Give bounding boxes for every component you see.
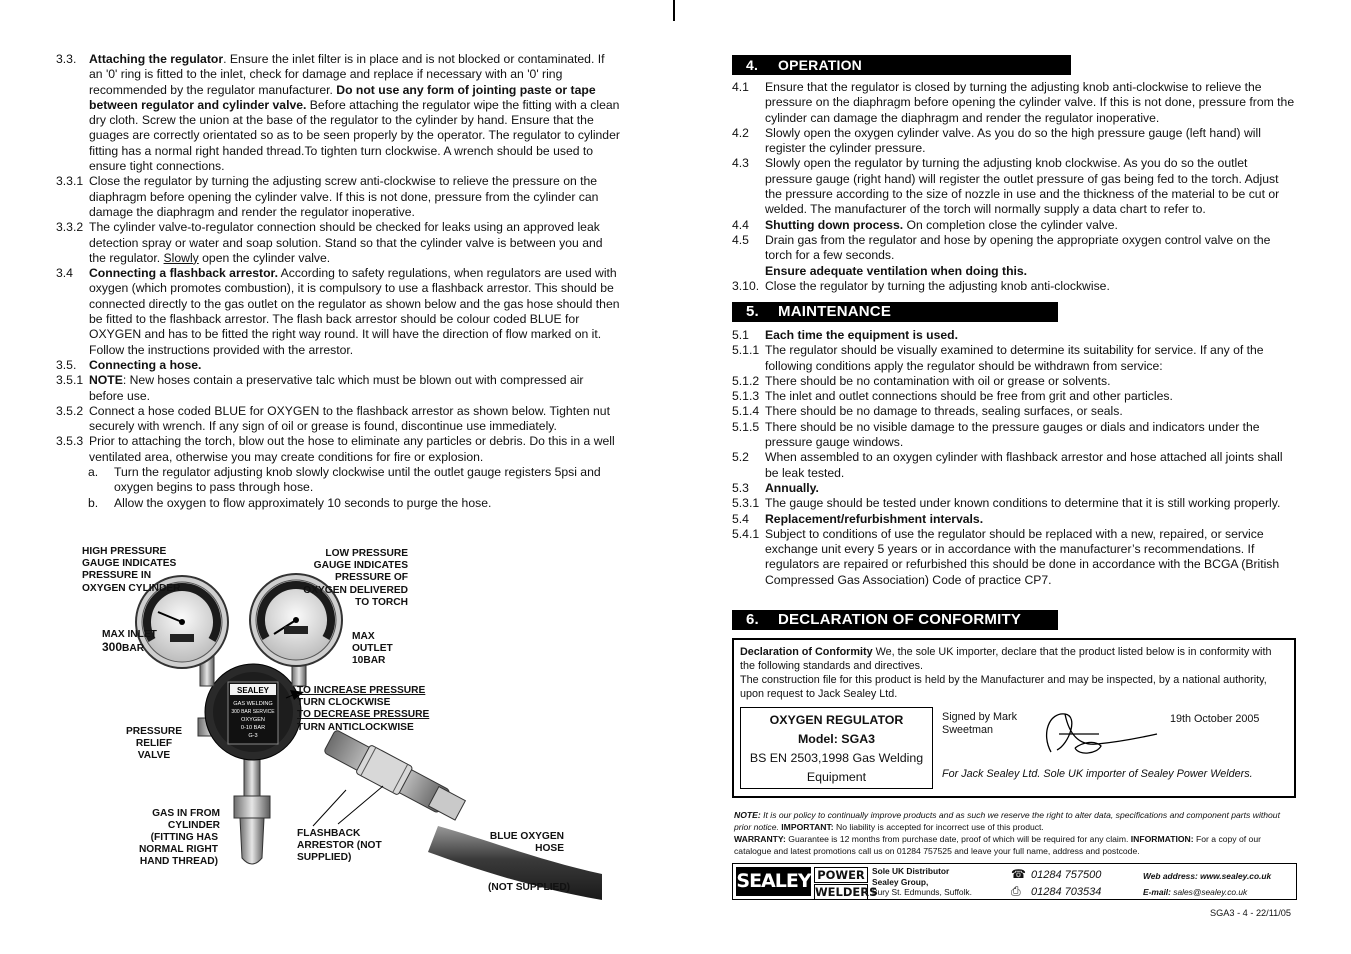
para-3-10: 3.10. Close the regulator by turning the adjusting knob anti-clockwise. <box>732 278 1110 293</box>
para-4-1: 4.1 Ensure that the regulator is closed by turning the adjusting knob anti-clockwise to relieve the pressure on the diaphragm before opening the cylinder valve. If this is not done, pressure from the cylinder can damage the diaphragm and render the regulator inoperative. <box>732 80 1295 125</box>
para-5-4-1: 5.4.1 Subject to conditions of use the regulator should be replaced with a new, repaired, or service exchange unit every 5 years or in accordance with the manufacturer’s recommendations. If regulators are repaired or refurbished this should be done in accordance with the BCGA (British Compressed Gas Association) Code of practice CP7. <box>732 526 1280 587</box>
para-5-1-1: 5.1.1 The regulator should be visually examined to determine its suitability for service. If any of the following conditions apply the regulator should be withdrawn from service: <box>732 343 1264 373</box>
para-4-4: 4.4 Shutting down process. On completion close the cylinder valve. <box>732 217 1118 232</box>
operation-section <box>732 80 1298 294</box>
phone-icon: ☎ <box>1011 867 1026 881</box>
flashback-arrestor-label: FLASHBACK ARRESTOR (NOT SUPPLIED) <box>297 828 382 864</box>
para-5-1-2: 5.1.2 There should be no contamination with oil or grease or solvents. <box>732 373 1111 388</box>
fitting-label: (FITTING HAS NORMAL RIGHT HAND THREAD) <box>138 832 218 868</box>
signature-image <box>1039 704 1159 764</box>
para-5-1-5: 5.1.5 There should be no visible damage to the pressure gauges or dials and indicators under the pressure gauge windows. <box>732 419 1260 450</box>
para-4-3: 4.3 Slowly open the regulator by turning the adjusting knob clockwise. As you do so the outlet pressure gauge (right hand) will register the outlet pressure of gas being fed to the torch. Adjust the pressure according to the size of nozzle in use and the thickness of the material to be cut or welded. The manufacturer of the torch will normally supply a data chart to refer to. <box>732 156 1280 217</box>
para-3-5-2: 3.5.2 Connect a hose coded BLUE for OXYGEN to the flashback arrestor as shown below. Tighten nut securely with wrench. If any sign of oil or grease is found, discontinue use immediately. <box>56 403 610 434</box>
regulator-diagram <box>78 540 602 900</box>
blue-hose-label: BLUE OXYGEN HOSE <box>489 831 564 855</box>
para-3-3-2: 3.3.2 The cylinder valve-to-regulator connection should be checked for leaks using an approved leak detection spray or water and soap solution. Stand so that the cylinder valve is between you and the regulator. Slowly open the cylinder valve. <box>56 220 603 265</box>
para-4-5: 4.5 Drain gas from the regulator and hose by opening the appropriate oxygen control valve on the torch for a few seconds. Ensure adequate ventilation when doing this. <box>732 232 1271 278</box>
para-5-3-1: 5.3.1 The gauge should be tested under known conditions to determine that it is still working properly. <box>732 496 1281 511</box>
phone-numbers: ☎ 01284 757500 ⎙ 01284 703534 <box>1011 867 1102 898</box>
para-5-4: 5.4 Replacement/refurbishment intervals. <box>732 511 984 526</box>
web-contacts: Web address: www.sealey.co.uk E-mail: sales@sealey.co.uk <box>1143 871 1272 897</box>
signature-date: 19th October 2005 <box>1170 713 1260 725</box>
knob-text-4: 0-10 BAR <box>240 725 266 731</box>
para-4-2: 4.2 Slowly open the oxygen cylinder valve. As you do so the high pressure gauge (left hand) will register the cylinder pressure. <box>732 125 1261 156</box>
declaration-box <box>732 638 1296 798</box>
signed-by: Signed by Mark Sweetman <box>942 711 1018 736</box>
contact-footer <box>732 863 1297 900</box>
hose-not-supplied-label: (NOT SUPPLIED) <box>488 882 571 893</box>
pressure-instructions-label: TO INCREASE PRESSURE TURN CLOCKWISE TO DECREASE PRESSURE TURN ANTICLOCKWISE <box>297 685 430 733</box>
operation-header: 4. OPERATION <box>732 55 1071 75</box>
sealey-logo: SEALEY <box>736 867 811 896</box>
max-outlet-label: MAX OUTLET 10BAR <box>352 631 393 667</box>
para-3-5-3-b: b. Allow the oxygen to flow approximately 10 seconds to purge the hose. <box>88 495 492 510</box>
declaration-text: Declaration of Conformity We, the sole UK importer, declare that the product listed below is in conformity with the following standards and directives. The construction file for this product is held by the Manufacturer and may be inspected, by a national authority, upon request to Jack Sealey Ltd. <box>740 646 1272 700</box>
low-pressure-label: LOW PRESSURE GAUGE INDICATES PRESSURE OF OXYGEN DELIVERED TO TORCH <box>303 548 408 608</box>
fax-icon: ⎙ <box>1011 884 1021 898</box>
max-inlet-label: MAX INLET 300BAR <box>102 629 157 655</box>
product-box: OXYGEN REGULATOR Model: SGA3 BS EN 2503,1998 Gas Welding Equipment <box>740 707 933 789</box>
para-3-5: 3.5. Connecting a hose. <box>56 357 202 372</box>
distributor-info: Sole UK Distributor Sealey Group, Bury St. Edmunds, Suffolk. <box>872 866 972 897</box>
left-column <box>56 52 620 511</box>
para-5-1-3: 5.1.3 The inlet and outlet connections should be free from grit and other particles. <box>732 389 1173 404</box>
knob-text-2: 300 BAR SERVICE <box>231 709 275 715</box>
para-3-5-3: 3.5.3 Prior to attaching the torch, blow out the hose to eliminate any particles or debris. Do this in a well ventilated area, otherwise you may create conditions for fire or explosion. <box>56 434 615 464</box>
para-3-3: 3.3. Attaching the regulator. Ensure the inlet filter is in place and is not blocked or contaminated. If an '0' ring is fitted to the inlet, check for damage and replace if necessary with an '0' ring recommended by the regulator manufacturer. Do not use any form of jointing paste or tape between regulator and cylinder valve. Before attaching the regulator wipe the fitting with a clean dry cloth. Screw the union at the base of the regulator to the cylinder by hand. Ensure that the guages are correctly orientated so as to be seen properly by the operator. The regulator to cylinder fitting has a normal right handed thread.To tighten turn clockwise. A wrench should be used to ensure tight connections. <box>56 52 620 174</box>
website-link[interactable]: www.sealey.co.uk <box>1200 871 1272 881</box>
knob-brand: SEALEY <box>236 686 270 695</box>
for-jack-sealey: For Jack Sealey Ltd. Sole UK importer of Sealey Power Welders. <box>942 768 1253 780</box>
page-divider <box>673 0 675 21</box>
email-link[interactable]: sales@sealey.co.uk <box>1173 887 1248 897</box>
maintenance-section <box>732 328 1298 588</box>
flashback-arrestor-shape <box>322 727 468 825</box>
knob-text-5: G-3 <box>248 733 258 739</box>
legal-note: NOTE: It is our policy to continually improve products and as such we reserve the right to alter data, specifications and component parts without prior notice. IMPORTANT: No liability is accepted for incorrect use of this product. WARRANTY: Guarantee is 12 months from purchase date, proof of which will be required for any claim. INFORMATION: For a copy of our catalogue and latest promotions call us on 01284 757525 and leave your full name, address and postcode. <box>734 810 1280 856</box>
para-5-2: 5.2 When assembled to an oxygen cylinder with flashback arrestor and hose attached all joints shall be leak tested. <box>732 450 1283 480</box>
gas-from-cylinder-label: GAS IN FROM CYLINDER <box>152 808 220 832</box>
high-pressure-label: HIGH PRESSURE GAUGE INDICATES PRESSURE IN OXYGEN CYLINDER <box>82 546 181 594</box>
para-3-4: 3.4 Connecting a flashback arrestor. According to safety regulations, when regulators are used with oxygen (which promotes combustion), it is compulsory to use a flashback arrestor. This should be connected directly to the gas outlet on the regulator as shown below and the gas hose should then be fitted to the flashback arrestor. The flash back arrestor should be colour coded BLUE for OXYGEN and has to be fitted the right way round. It will have the direction of flow marked on it. Follow the instructions provided with the arrestor. <box>56 266 620 357</box>
para-3-3-1: 3.3.1 Close the regulator by turning the adjusting screw anti-clockwise to relieve the pressure on the diaphragm before opening the cylinder valve. If this is not done, pressure from the cylinder can damage the diaphragm and render the regulator inoperative. <box>56 174 599 219</box>
knob-text-3: OXYGEN <box>241 717 265 723</box>
para-5-1: 5.1 Each time the equipment is used. <box>732 328 959 342</box>
para-5-3: 5.3 Annually. <box>732 480 819 495</box>
declaration-header: 6. DECLARATION OF CONFORMITY <box>732 610 1058 630</box>
knob-text-1: GAS WELDING <box>233 701 273 707</box>
power-welders-logo: POWER WELDERS <box>815 868 878 899</box>
para-3-5-3-a: a. Turn the regulator adjusting knob slowly clockwise until the outlet gauge registers 5psi and oxygen begins to pass through hose. <box>88 465 601 495</box>
maintenance-header: 5. MAINTENANCE <box>732 302 1058 322</box>
para-3-5-1: 3.5.1 NOTE: New hoses contain a preservative talc which must be blown out with compressed air before use. <box>56 373 584 403</box>
document-reference: SGA3 - 4 - 22/11/05 <box>1210 908 1292 918</box>
relief-valve-label: PRESSURE RELIEF VALVE <box>125 726 183 762</box>
para-5-1-4: 5.1.4 There should be no damage to threads, sealing surfaces, or seals. <box>732 404 1123 419</box>
